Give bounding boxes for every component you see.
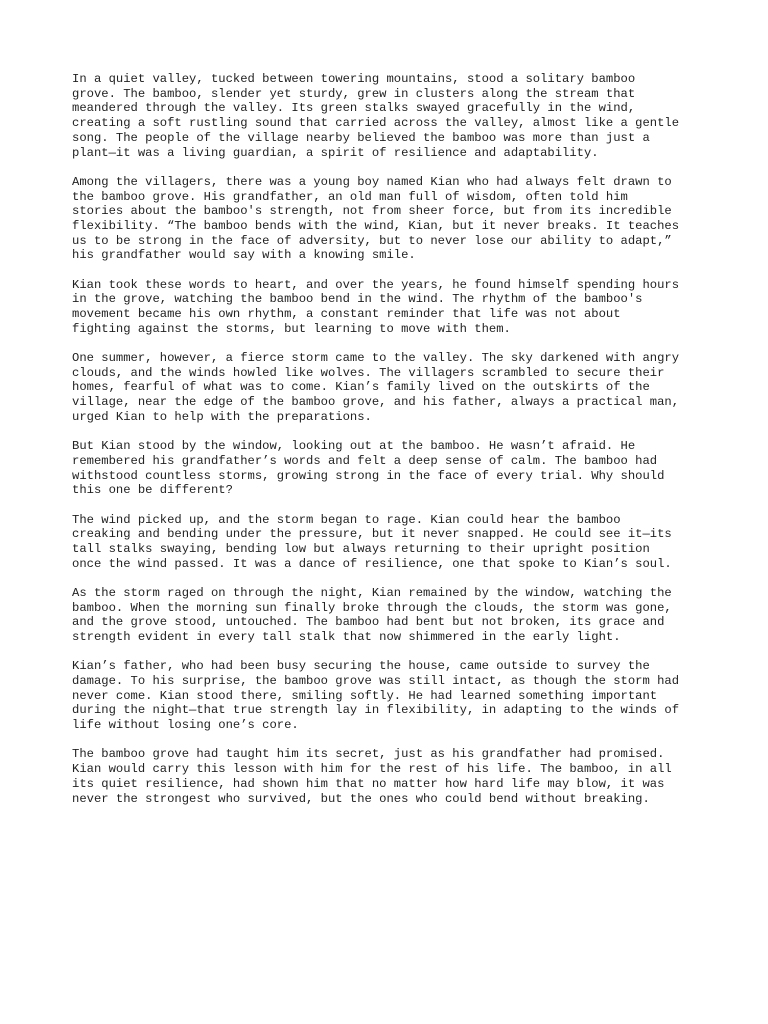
document-page (72, 72, 712, 821)
paragraph-8: Kian’s father, who had been busy securing the house, came outside to survey the damage. To his surprise, the bamboo grove was still intact, as though the storm had never come. Kian stood there, smiling softly. He had learned something important during the night—that true strength lay in flexibility, in adapting to the winds of life without losing one’s core. (72, 659, 680, 733)
paragraph-6: The wind picked up, and the storm began to rage. Kian could hear the bamboo creaking and bending under the pressure, but it never snapped. He could see it—its tall stalks swaying, bending low but always returning to their upright position once the wind passed. It was a dance of resilience, one that spoke to Kian’s soul. (72, 512, 672, 571)
paragraph-9: The bamboo grove had taught him its secret, just as his grandfather had promised. Kian would carry this lesson with him for the rest of his life. The bamboo, in all its quiet resilience, had shown him that no matter how hard life may blow, it was never the strongest who survived, but the ones who could bend without breaking. (72, 747, 672, 806)
paragraph-4: One summer, however, a fierce storm came to the valley. The sky darkened with angry clouds, and the winds howled like wolves. The villagers scrambled to secure their homes, fearful of what was to come. Kian’s family lived on the outskirts of the village, near the edge of the bamboo grove, and his father, always a practical man, urged Kian to help with the preparations. (72, 351, 680, 424)
paragraph-1: In a quiet valley, tucked between towering mountains, stood a solitary bamboo grove. The bamboo, slender yet sturdy, grew in clusters along the stream that meandered through the valley. Its green stalks swayed gracefully in the wind, creating a soft rustling sound that carried across the valley, almost like a gentle song. The people of the village nearby believed the bamboo was more than just a plant—it was a living guardian, a spirit of resilience and adaptability. (72, 72, 680, 160)
paragraph-3: Kian took these words to heart, and over the years, he found himself spending hours in the grove, watching the bamboo bend in the wind. The rhythm of the bamboo's movement became his own rhythm, a constant reminder that life was not about fighting against the storms, but learning to move with them. (72, 277, 680, 336)
paragraph-5: But Kian stood by the window, looking out at the bamboo. He wasn’t afraid. He remembered his grandfather’s words and felt a deep sense of calm. The bamboo had withstood countless storms, growing strong in the face of every trial. Why should this one be different? (72, 439, 665, 498)
paragraph-2: Among the villagers, there was a young boy named Kian who had always felt drawn to the bamboo grove. His grandfather, an old man full of wisdom, often told him stories about the bamboo's strength, not from sheer force, but from its incredible flexibility. “The bamboo bends with the wind, Kian, but it never breaks. It teaches us to be strong in the face of adversity, but to never lose our ability to adapt,” his grandfather would say with a knowing smile. (72, 174, 680, 263)
paragraph-7: As the storm raged on through the night, Kian remained by the window, watching the bamboo. When the morning sun finally broke through the clouds, the storm was gone, and the grove stood, untouched. The bamboo had bent but not broken, its grace and strength evident in every tall stalk that now shimmered in the early light. (72, 585, 672, 645)
